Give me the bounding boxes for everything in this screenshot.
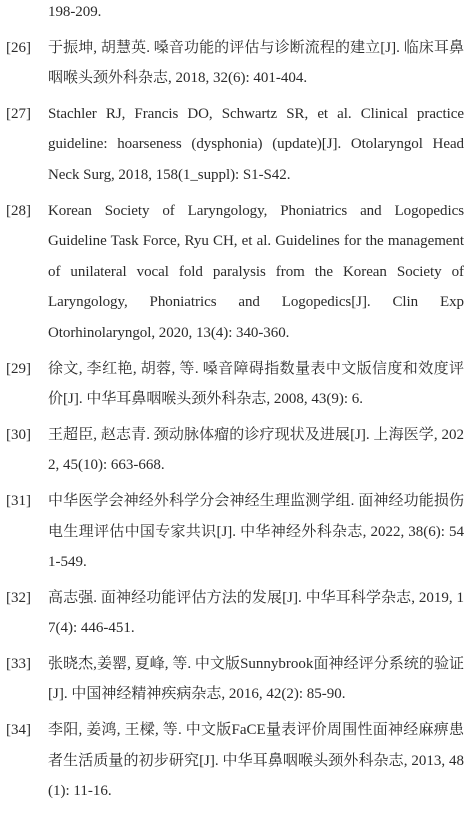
reference-text: Korean Society of Laryngology, Phoniatrics and Logopedics Guideline Task Force, Ryu CH, et al. Guidelines for the management of unilateral vocal fold paralysis from the Korean Society of Laryngology, Phoniatrics and Logopedics[J]. Clin Exp Otorhinolaryngol, 2020, 13(4): 340-360.	[48, 202, 464, 341]
reference-item-29	[0, 354, 471, 415]
reference-item-33	[0, 649, 471, 710]
reference-text: 李阳, 姜鸿, 王樑, 等. 中文版FaCE量表评价周围性面神经麻痹患者生活质量的初步研究[J]. 中华耳鼻咽喉头颈外科杂志, 2013, 48(1): 11-16.	[48, 722, 464, 800]
reference-item-28	[0, 196, 471, 349]
reference-number: [30]	[6, 426, 31, 443]
reference-number: [34]	[6, 722, 31, 739]
reference-number: [28]	[6, 202, 31, 219]
reference-number: [31]	[6, 492, 31, 509]
reference-item-30	[0, 420, 471, 481]
reference-number: [33]	[6, 655, 31, 672]
reference-number: [26]	[6, 39, 31, 56]
reference-continuation-text: 198-209.	[48, 4, 102, 20]
reference-text: 徐文, 李红艳, 胡蓉, 等. 嗓音障碍指数量表中文版信度和效度评价[J]. 中华耳鼻咽喉头颈外科杂志, 2008, 43(9): 6.	[48, 360, 464, 408]
reference-item-34	[0, 715, 471, 807]
reference-continuation	[0, 0, 471, 28]
reference-text: 于振坤, 胡慧英. 嗓音功能的评估与诊断流程的建立[J]. 临床耳鼻咽喉头颈外科杂志, 2018, 32(6): 401-404.	[48, 39, 464, 87]
reference-number: [29]	[6, 360, 31, 377]
reference-item-31	[0, 486, 471, 578]
reference-item-26	[0, 33, 471, 94]
reference-text: 张晓杰,姜罂, 夏峰, 等. 中文版Sunnybrook面神经评分系统的验证[J]. 中国神经精神疾病杂志, 2016, 42(2): 85-90.	[48, 655, 464, 703]
reference-text: 中华医学会神经外科学分会神经生理监测学组. 面神经功能损伤电生理评估中国专家共识[J]. 中华神经外科杂志, 2022, 38(6): 541-549.	[48, 492, 464, 571]
reference-text: 王超臣, 赵志青. 颈动脉体瘤的诊疗现状及进展[J]. 上海医学, 2022, 45(10): 663-668.	[48, 426, 464, 474]
reference-text: 高志强. 面神经功能评估方法的发展[J]. 中华耳科学杂志, 2019, 17(4): 446-451.	[48, 589, 464, 637]
reference-number: [32]	[6, 589, 31, 606]
reference-number: [27]	[6, 105, 31, 122]
reference-text: Stachler RJ, Francis DO, Schwartz SR, et al. Clinical practice guideline: hoarseness (dysphonia) (update)[J]. Otolaryngol Head Neck Surg, 2018, 158(1_suppl): S1-S42.	[48, 105, 464, 183]
reference-item-27	[0, 99, 471, 191]
reference-item-32	[0, 583, 471, 644]
